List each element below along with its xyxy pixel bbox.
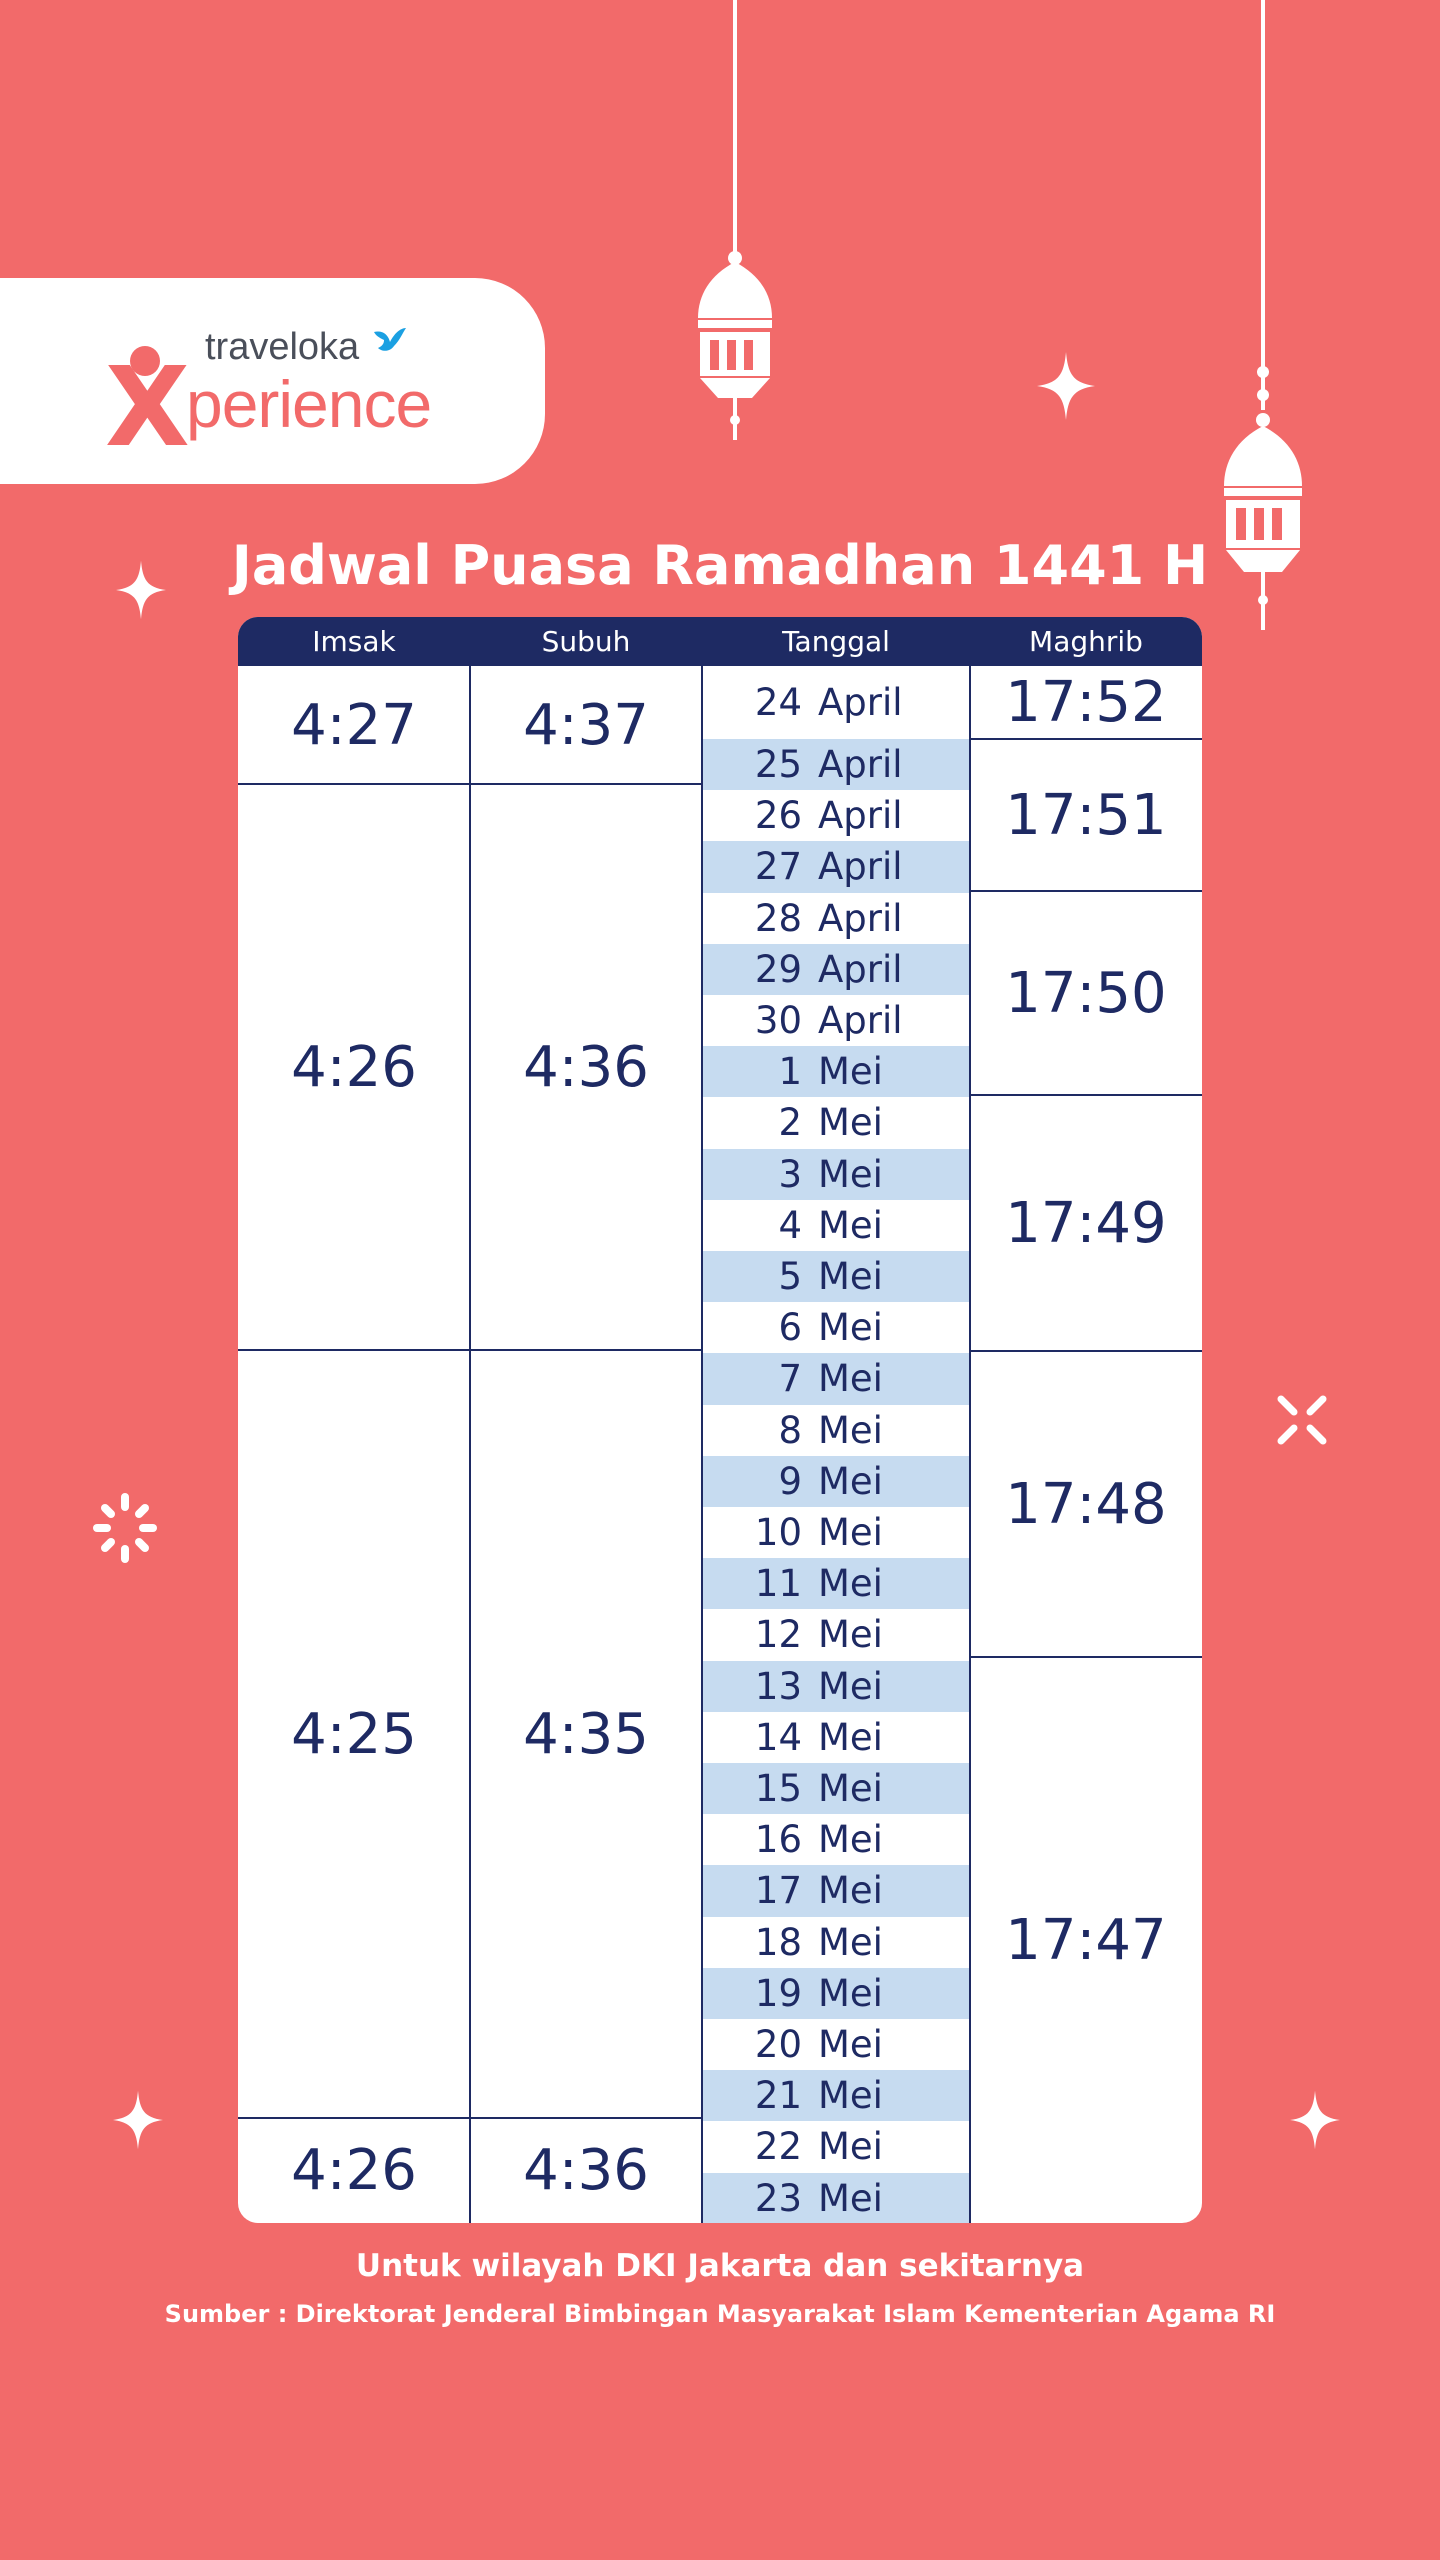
date-day: 29 — [754, 947, 802, 991]
maghrib-cell: 17:51 — [1005, 782, 1167, 848]
date-month: Mei — [818, 1203, 883, 1247]
header-maghrib: Maghrib — [1029, 625, 1143, 658]
date-month: Mei — [818, 1101, 883, 1145]
date-row — [702, 1968, 970, 2019]
header-subuh: Subuh — [541, 625, 631, 658]
date-row — [702, 1712, 970, 1763]
date-month: Mei — [818, 1562, 883, 1606]
date-row — [702, 1558, 970, 1609]
date-day: 10 — [754, 1511, 802, 1555]
date-day: 2 — [778, 1101, 802, 1145]
date-month: April — [818, 896, 903, 940]
date-day: 6 — [778, 1306, 802, 1350]
date-month: Mei — [818, 1511, 883, 1555]
date-row — [702, 841, 970, 892]
date-month: Mei — [818, 1306, 883, 1350]
date-row — [702, 1865, 970, 1916]
imsak-cell: 4:25 — [291, 1701, 417, 1767]
date-row — [702, 893, 970, 944]
date-row — [702, 2070, 970, 2121]
date-day: 5 — [778, 1255, 802, 1299]
row-divider — [238, 1349, 702, 1351]
date-row — [702, 1507, 970, 1558]
date-day: 15 — [754, 1767, 802, 1811]
brand-x: X — [105, 343, 190, 471]
date-day: 4 — [778, 1203, 802, 1247]
date-day: 8 — [778, 1408, 802, 1452]
date-row — [702, 944, 970, 995]
date-day: 16 — [754, 1818, 802, 1862]
brand-name: traveloka — [205, 326, 360, 368]
lantern-icon — [690, 0, 780, 450]
date-row — [702, 2173, 970, 2223]
date-month: Mei — [818, 1613, 883, 1657]
date-row — [702, 1405, 970, 1456]
date-day: 18 — [754, 1920, 802, 1964]
date-day: 3 — [778, 1152, 802, 1196]
date-day: 20 — [754, 2023, 802, 2067]
date-month: Mei — [818, 1459, 883, 1503]
date-month: April — [818, 845, 903, 889]
maghrib-cell: 17:48 — [1005, 1471, 1167, 1537]
date-month: Mei — [818, 2125, 883, 2169]
date-row — [702, 2121, 970, 2172]
date-month: April — [818, 999, 903, 1043]
date-row — [702, 1353, 970, 1404]
date-month: April — [818, 743, 903, 787]
row-divider — [970, 890, 1202, 892]
date-row — [702, 1046, 970, 1097]
date-month: Mei — [818, 1357, 883, 1401]
bird-icon — [372, 326, 408, 356]
column-divider — [469, 666, 471, 2223]
imsak-cell: 4:26 — [291, 1034, 417, 1100]
date-month: Mei — [818, 2176, 883, 2220]
imsak-cell: 4:27 — [291, 692, 417, 758]
date-day: 27 — [754, 845, 802, 889]
date-month: Mei — [818, 1408, 883, 1452]
date-month: April — [818, 947, 903, 991]
row-divider — [970, 738, 1202, 740]
date-month: April — [818, 794, 903, 838]
sparkle-icon — [113, 2090, 163, 2150]
brand-product: perience — [186, 367, 432, 441]
date-row — [702, 1149, 970, 1200]
subuh-cell: 4:35 — [523, 1701, 649, 1767]
subuh-cell: 4:36 — [523, 1034, 649, 1100]
date-day: 7 — [778, 1357, 802, 1401]
date-month: Mei — [818, 1664, 883, 1708]
sparkle-icon — [1290, 2090, 1340, 2150]
subuh-cell: 4:36 — [523, 2138, 649, 2203]
date-day: 12 — [754, 1613, 802, 1657]
date-month: Mei — [818, 1869, 883, 1913]
burst-icon — [93, 1493, 157, 1563]
region-note: Untuk wilayah DKI Jakarta dan sekitarnya — [355, 2248, 1085, 2284]
date-month: Mei — [818, 1818, 883, 1862]
page-title: Jadwal Puasa Ramadhan 1441 H — [231, 534, 1209, 597]
date-month: Mei — [818, 1971, 883, 2015]
row-divider — [238, 783, 702, 785]
header-tanggal: Tanggal — [782, 625, 890, 658]
date-day: 1 — [778, 1050, 802, 1094]
date-month: Mei — [818, 2023, 883, 2067]
logo-card — [0, 278, 545, 484]
table-header — [238, 617, 1202, 666]
row-divider — [970, 1656, 1202, 1658]
maghrib-cell: 17:47 — [1005, 1907, 1167, 1973]
date-row — [702, 1917, 970, 1968]
date-day: 24 — [754, 681, 802, 724]
date-month: Mei — [818, 1050, 883, 1094]
imsak-cell: 4:26 — [291, 2138, 417, 2203]
date-day: 9 — [778, 1459, 802, 1503]
date-day: 22 — [754, 2125, 802, 2169]
burst-icon — [1275, 1393, 1329, 1447]
date-day: 13 — [754, 1664, 802, 1708]
date-day: 23 — [754, 2176, 802, 2220]
date-row — [702, 1097, 970, 1148]
date-row — [702, 1661, 970, 1712]
date-month: Mei — [818, 1255, 883, 1299]
date-row — [702, 2019, 970, 2070]
subuh-cell: 4:37 — [523, 692, 649, 758]
maghrib-cell: 17:52 — [1005, 670, 1167, 735]
date-month: Mei — [818, 2074, 883, 2118]
date-day: 17 — [754, 1869, 802, 1913]
date-row — [702, 1302, 970, 1353]
date-month: Mei — [818, 1152, 883, 1196]
date-month: Mei — [818, 1767, 883, 1811]
date-row — [702, 1763, 970, 1814]
date-month: April — [818, 681, 903, 724]
column-divider — [969, 666, 971, 2223]
date-row — [702, 1456, 970, 1507]
date-row — [702, 1814, 970, 1865]
date-day: 14 — [754, 1715, 802, 1759]
sparkle-icon — [1037, 352, 1095, 420]
date-row — [702, 995, 970, 1046]
date-day: 30 — [754, 999, 802, 1043]
header-imsak: Imsak — [312, 625, 396, 658]
date-row — [702, 666, 970, 739]
date-row — [702, 1251, 970, 1302]
row-divider — [970, 1350, 1202, 1352]
row-divider — [238, 2117, 702, 2119]
date-row — [702, 1200, 970, 1251]
maghrib-cell: 17:50 — [1005, 960, 1167, 1026]
date-day: 28 — [754, 896, 802, 940]
date-month: Mei — [818, 1920, 883, 1964]
source-note: Sumber : Direktorat Jenderal Bimbingan Masyarakat Islam Kementerian Agama RI — [164, 2300, 1276, 2328]
column-divider — [701, 666, 703, 2223]
date-day: 25 — [754, 743, 802, 787]
row-divider — [970, 1094, 1202, 1096]
schedule-table — [238, 617, 1202, 2223]
date-day: 11 — [754, 1562, 802, 1606]
date-row — [702, 1609, 970, 1660]
date-day: 21 — [754, 2074, 802, 2118]
date-row — [702, 790, 970, 841]
date-day: 26 — [754, 794, 802, 838]
date-day: 19 — [754, 1971, 802, 2015]
date-row — [702, 739, 970, 790]
date-month: Mei — [818, 1715, 883, 1759]
maghrib-cell: 17:49 — [1005, 1190, 1167, 1256]
